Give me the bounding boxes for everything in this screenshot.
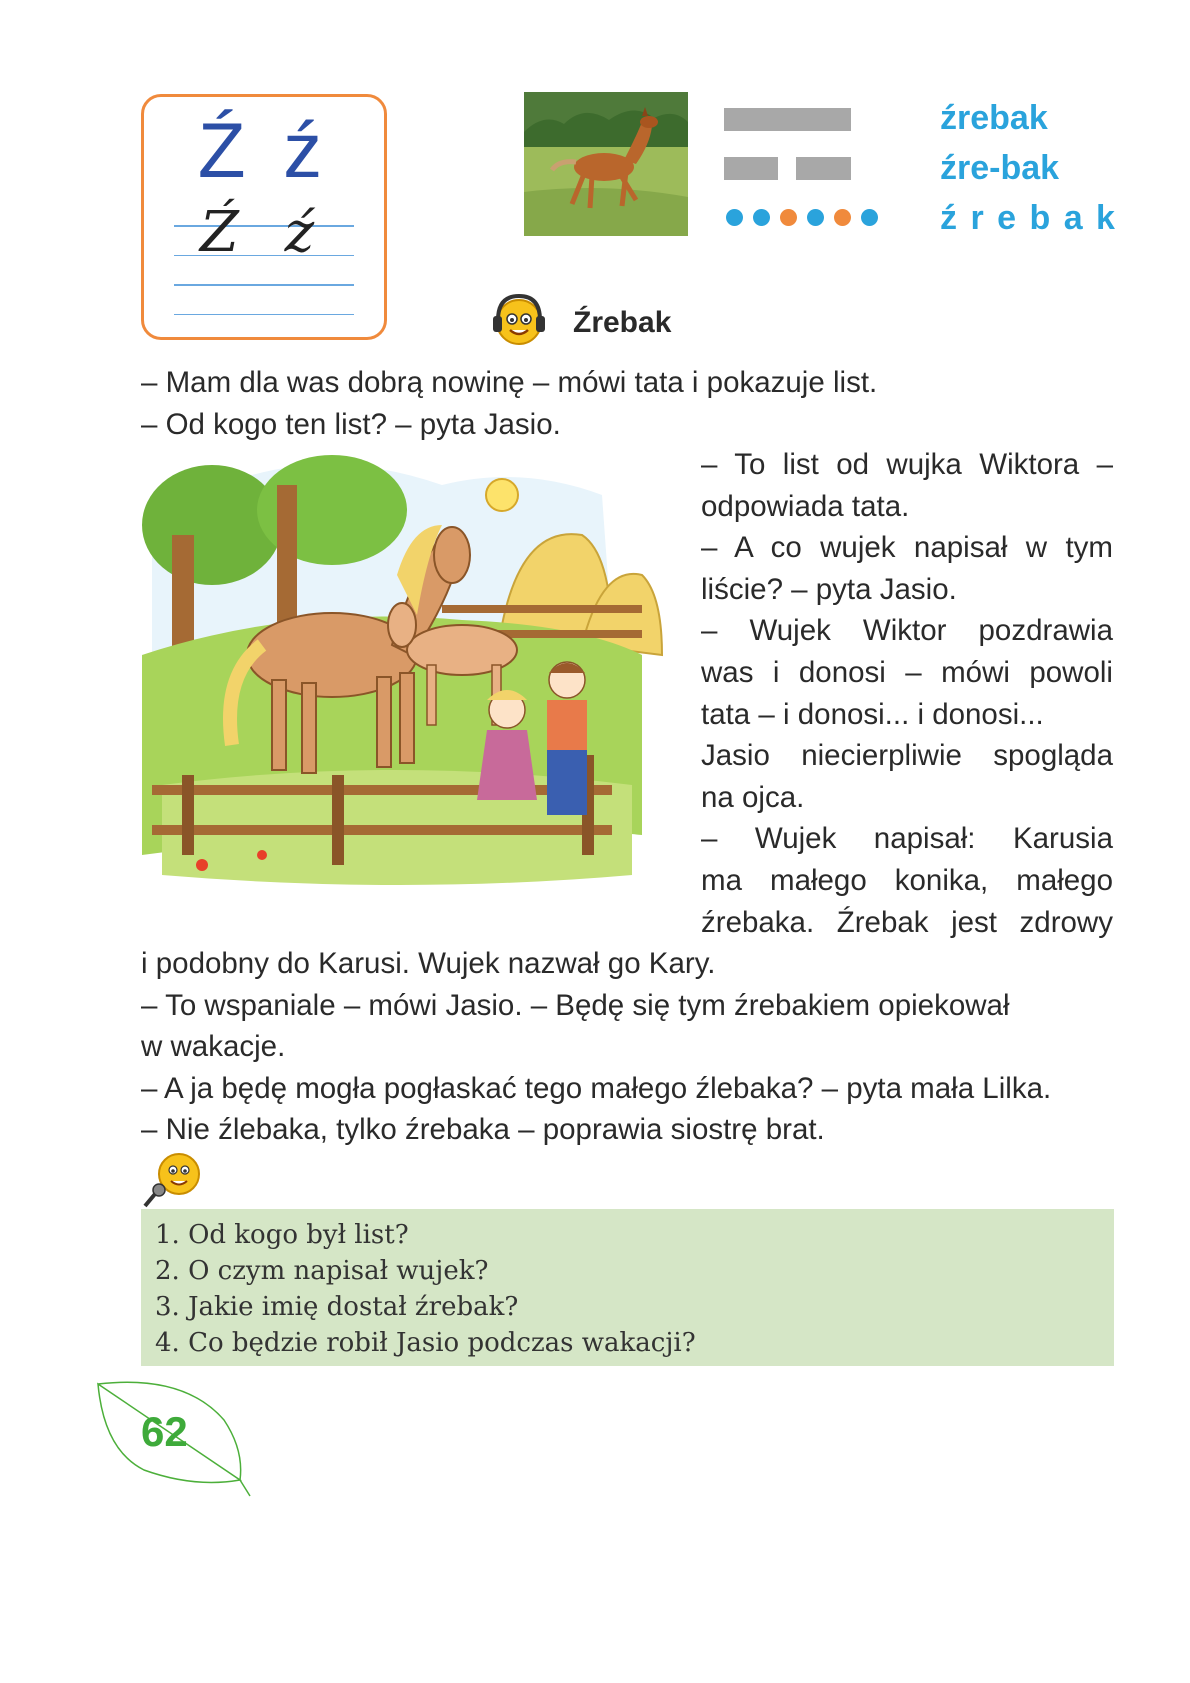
story-line: tata – i donosi... i donosi... <box>701 697 1044 731</box>
syllable-bar-2 <box>796 157 851 180</box>
question-item: 4. Co będzie robił Jasio podczas wakacji? <box>155 1328 696 1358</box>
microphone-smiley-icon <box>141 1150 205 1212</box>
word-syllables: źre-bak <box>940 149 1060 187</box>
story-line: – Wujek napisał: Karusia <box>701 822 1113 856</box>
foal-photo <box>524 92 688 236</box>
story-line: – Od kogo ten list? – pyta Jasio. <box>141 407 561 441</box>
story-line: – A co wujek napisał w tym <box>701 531 1113 565</box>
story-title: Źrebak <box>573 306 672 339</box>
syllable-bar-1 <box>724 157 778 180</box>
farm-illustration <box>142 455 682 920</box>
story-line: źrebaka. Źrebak jest zdrowy <box>701 905 1113 939</box>
letter-dot <box>861 209 878 226</box>
letter-card <box>141 94 387 340</box>
story-line: – To wspaniale – mówi Jasio. – Będę się tym źrebakiem opiekował <box>141 988 1010 1022</box>
story-line: Jasio niecierpliwie spogląda <box>701 739 1113 773</box>
story-line: na ojca. <box>701 780 805 814</box>
letter-dot <box>834 209 851 226</box>
word-bar <box>724 108 851 131</box>
story-line: – To list od wujka Wiktora – <box>701 448 1113 481</box>
story-line: – Mam dla was dobrą nowinę – mówi tata i pokazuje list. <box>141 366 878 399</box>
story-line: – Nie źlebaka, tylko źrebaka – poprawia siostrę brat. <box>141 1113 825 1147</box>
letter-dot <box>807 209 824 226</box>
story-line: was i donosi – mówi powoli <box>701 655 1113 689</box>
question-item: 3. Jakie imię dostał źrebak? <box>155 1292 519 1322</box>
word-letters: ź r e b a k <box>940 199 1117 237</box>
question-item: 1. Od kogo był list? <box>155 1220 409 1250</box>
print-letters: Ź ź <box>197 106 331 194</box>
question-item: 2. O czym napisał wujek? <box>155 1256 489 1286</box>
story-line: i podobny do Karusi. Wujek nazwał go Kary. <box>141 947 716 980</box>
story-line: – Wujek Wiktor pozdrawia <box>701 614 1113 648</box>
cursive-letters: Ź ź <box>199 200 329 265</box>
questions-box <box>141 1209 1114 1366</box>
story-line: ma małego konika, małego <box>701 863 1113 897</box>
letter-dot <box>780 209 797 226</box>
story-line: – A ja będę mogła pogłaskać tego małego źlebaka? – pyta mała Lilka. <box>141 1071 1052 1105</box>
story-line: w wakacje. <box>141 1030 286 1064</box>
story-bottom <box>141 943 1051 1151</box>
word-whole: źrebak <box>940 99 1048 137</box>
letter-dot <box>726 209 743 226</box>
letter-dot <box>753 209 770 226</box>
story-line: liście? – pyta Jasio. <box>701 572 957 606</box>
headphones-smiley-icon <box>490 292 548 352</box>
page-number: 62 <box>141 1408 188 1455</box>
story-right-column <box>701 444 1113 943</box>
story-line: odpowiada tata. <box>701 489 910 523</box>
story-top <box>141 362 877 445</box>
